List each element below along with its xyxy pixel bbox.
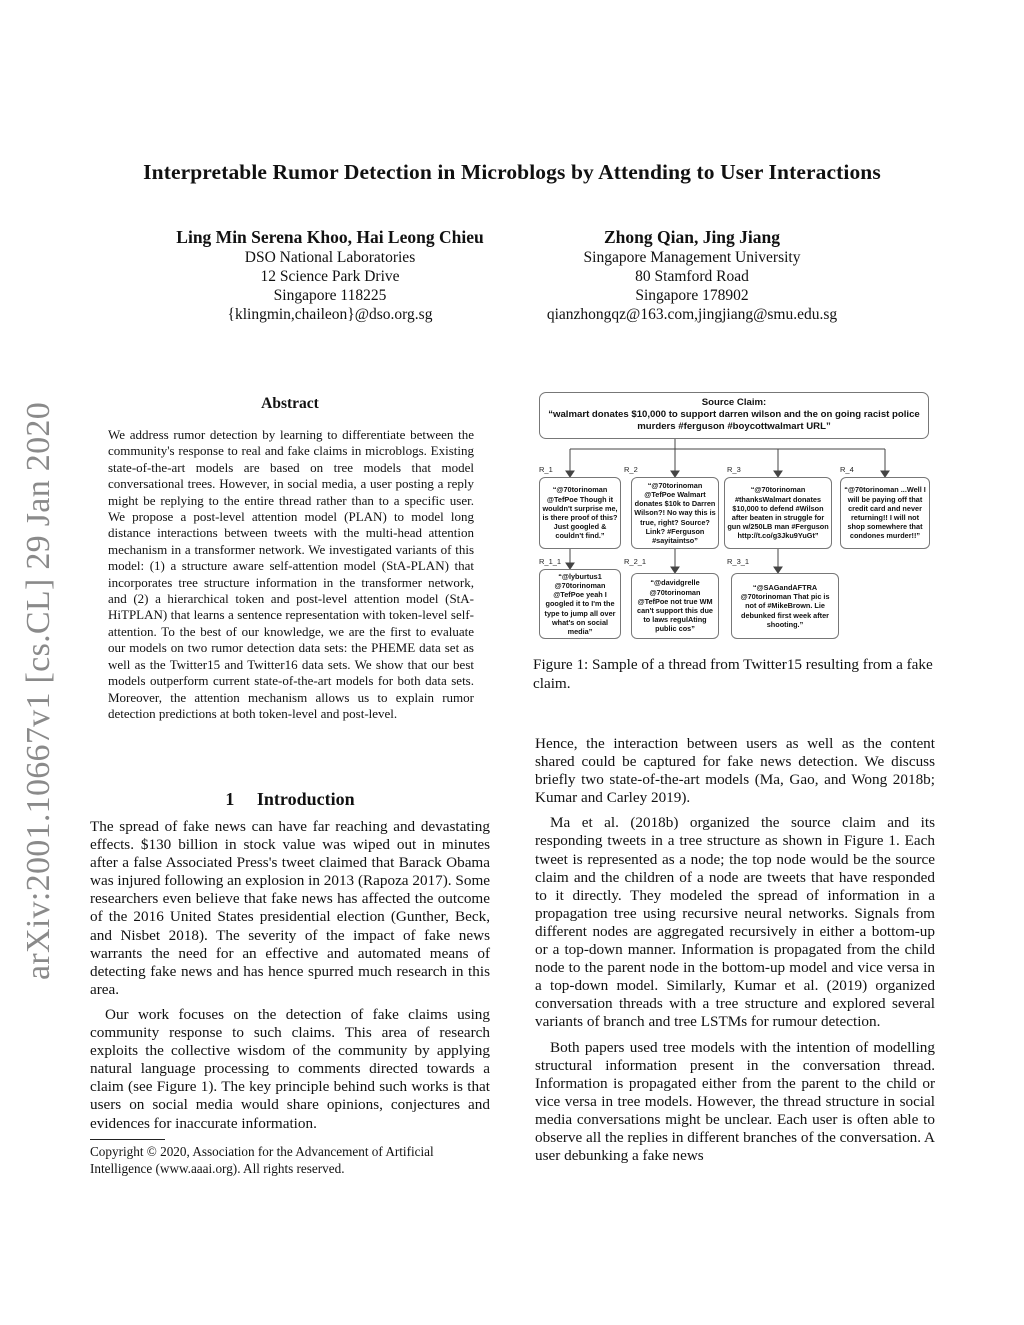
abstract-body: We address rumor detection by learning to differentiate between the community's response to real and fake claims in microblogs. Existing state-of-the-art models are based on tree models that model conversational trees. However, in social media, a user posting a reply might be replying to the entire thread rather than to a specific user. We propose a post-level attention model (PLAN) to model long distance interactions between tweets with the multi-head attention mechanism in a transformer network. We investigated variants of this model: (1) a structure aware self-attention model (StA-PLAN) that incorporates tree structure information in the transformer network, and (2) a hierarchical token and post-level attention model (StA-HiTPLAN) that learns a sentence representation with token-level self-attention. To the best of our knowledge, we are the first to evaluate our models on two rumor detection data sets: the PHEME data set as well as the Twitter15 and Twitter16 data sets. We show that our best models outperform current state-of-the-art models for both data sets. Moreover, the attention mechanism allows us to explain rumor detection predictions at both token-level and post-level. [108, 427, 474, 721]
author-address2-left: Singapore 118225 [273, 287, 387, 304]
reply-node-r4: “@70torinoman ...Well I will be paying off that credit card and never returning!! I will not shop somewhere that condones murder!!” [840, 477, 930, 549]
figure-caption: Figure 1: Sample of a thread from Twitter15 resulting from a fake claim. [533, 656, 933, 692]
copyright-footnote: Copyright © 2020, Association for the Advancement of Artificial Intelligence (www.aaai.org). All rights reserved. [90, 1144, 434, 1176]
node-label-r4: R_4 [840, 465, 854, 474]
intro-paragraph-2: Our work focuses on the detection of fake claims using community response to such claims. This area of research exploits the collective wisdom of the community by applying natural language processing to comments directed towards a claim (see Figure 1). The key principle behind such works is that users on social media would share opinions, conjectures and evidences for inaccurate information. [90, 1005, 490, 1132]
abstract-heading: Abstract [261, 395, 319, 412]
right-paragraph-3: Both papers used tree models with the intention of modelling structural information present in the conversation thread. Information is propagated either from the parent to the child or vice versa in tree models. However, the thread structure in social media conversations might be unclear. Each user is often able to observe all the replies in different branches of the conversation. A user debunking a fake news [535, 1038, 935, 1165]
node-label-r3: R_3 [727, 465, 741, 474]
arxiv-stamp: arXiv:2001.10667v1 [cs.CL] 29 Jan 2020 [20, 402, 57, 980]
right-paragraph-2: Ma et al. (2018b) organized the source claim and its responding tweets in a tree structure as shown in Figure 1. Each tweet is represented as a node; the top node would be the source claim and the children of a node are tweets that have responded to it directly. They modeled the spread of information in a propagation tree using recursive neural networks. Signals from different nodes are aggregated recursively in either a bottom-up or a top-down manner. Information is propagated from the child node to the parent node in the bottom-up model and vice versa in a top-down model. Similarly, Kumar et al. (2019) organized conversation threads with a tree structure and explored several variants of branch and tree LSTMs for rumour detection. [535, 814, 935, 1031]
node-label-r2: R_2 [624, 465, 638, 474]
author-address1-left: 12 Science Park Drive [260, 268, 400, 285]
source-claim-label: Source Claim: [701, 397, 767, 408]
footnote-rule [90, 1139, 165, 1140]
author-email-right: qianzhongqz@163.com,jingjiang@smu.edu.sg [546, 306, 838, 323]
reply-node-r1-1: “@lyburtus1 @70torinoman @TefPoe yeah I googled it to I'm the type to jump all over what's on social media” [539, 569, 621, 639]
author-org-right: Singapore Management University [583, 249, 801, 266]
source-claim-text: “walmart donates $10,000 to support darren wilson and the on going racist police murders #ferguson #boycottwalmart URL” [548, 409, 920, 432]
author-org-left: DSO National Laboratories [244, 249, 416, 266]
reply-node-r3-1: “@SAGandAFTRA @70torinoman That pic is not of #MikeBrown. Lie debunked first week after shooting.” [731, 573, 839, 639]
source-claim-box [539, 392, 929, 439]
author-address1-right: 80 Stamford Road [635, 268, 749, 285]
author-block-left [130, 228, 530, 324]
author-address2-right: Singapore 178902 [635, 287, 749, 304]
node-label-r2-1: R_2_1 [624, 557, 647, 566]
reply-node-r2-1: “@davidgrelle @70torinoman @TefPoe not true WM can't support this due to laws regulAting public cos” [631, 573, 719, 639]
author-names-left: Ling Min Serena Khoo, Hai Leong Chieu [176, 227, 484, 247]
paper-title: Interpretable Rumor Detection in Microblogs by Attending to User Interactions [143, 160, 881, 184]
author-block-right [492, 228, 892, 324]
author-email-left: {klingmin,chaileon}@dso.org.sg [227, 306, 433, 323]
node-label-r3-1: R_3_1 [727, 557, 750, 566]
right-column-text [535, 735, 935, 1172]
section-heading-introduction: 1 Introduction [225, 789, 355, 809]
reply-node-r2: “@70torinoman @TefPoe Walmart donates $10k to Darren Wilson?! No way this is true, right? Source? Link? #Ferguson #sayitaintso” [631, 477, 719, 549]
node-label-r1: R_1 [539, 465, 553, 474]
right-paragraph-1: Hence, the interaction between users as well as the content shared could be captured for fake news detection. We discuss briefly two state-of-the-art models (Ma, Gao, and Wong 2018b; Kumar and Carley 2019). [535, 735, 935, 807]
reply-node-r3: “@70torinoman #thanksWalmart donates $10,000 to defend #Wilson after beaten in struggle for gun w/250LB man #Ferguson http://t.co/g3Jku9YuGt” [724, 477, 832, 549]
intro-paragraph-1: The spread of fake news can have far reaching and devastating effects. $130 billion in stock value was wiped out in minutes after a false Associated Press's tweet claimed that Barack Obama was injured following an explosion in 2013 (Rapoza 2017). Some researchers even believe that fake news has affected the outcome of the 2016 United States presidential election (Gunther, Beck, and Nisbet 2018). The severity of the impact of fake news warrants the need for an effective and automated means of detecting fake news and has hence spurred much research in this area. [90, 818, 490, 998]
node-label-r1-1: R_1_1 [539, 557, 562, 566]
figure-thread-tree [533, 385, 938, 645]
author-names-right: Zhong Qian, Jing Jiang [603, 227, 781, 247]
reply-node-r1: “@70torinoman @TefPoe Though it wouldn't surprise me, is there proof of this? Just googled & couldn't find.” [539, 477, 621, 549]
intro-text [90, 818, 490, 1140]
